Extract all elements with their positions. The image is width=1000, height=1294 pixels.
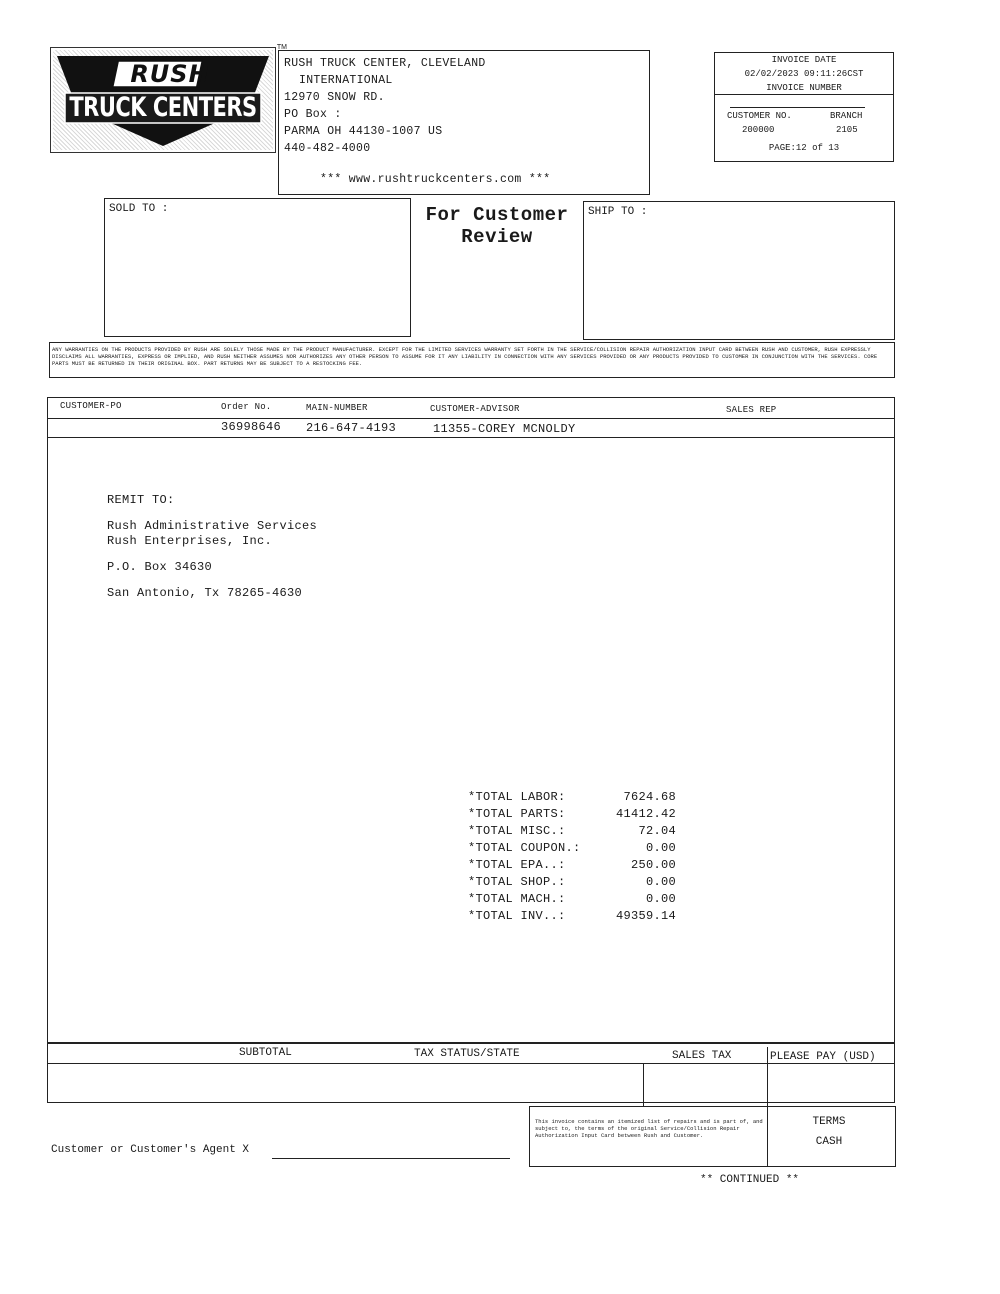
dealer-street: 12970 SNOW RD.: [284, 91, 385, 104]
dealer-website: *** www.rushtruckcenters.com ***: [320, 173, 551, 186]
invoice-date-value: 02/02/2023 09:11:26CST: [744, 69, 864, 79]
please-pay-header: PLEASE PAY (USD): [770, 1051, 876, 1063]
branch-value: 2105: [836, 125, 858, 135]
page-indicator: PAGE:12 of 13: [768, 143, 840, 153]
remit-line-3: P.O. Box 34630: [107, 560, 213, 574]
order-no-header: Order No.: [221, 402, 272, 412]
customer-no-label: CUSTOMER NO.: [727, 111, 792, 121]
for-customer-review-stamp: [414, 204, 580, 248]
subtotal-header: SUBTOTAL: [239, 1047, 292, 1059]
total-coupon-value: 0.00: [645, 841, 676, 855]
invoice-date-label: INVOICE DATE: [771, 55, 837, 65]
main-number-header: MAIN-NUMBER: [306, 403, 368, 413]
total-misc-label: *TOTAL MISC.:: [468, 824, 566, 838]
dealer-po-box: PO Box :: [284, 108, 342, 121]
logo-truck-centers-text: TRUCK CENTERS: [69, 92, 257, 122]
total-shop-label: *TOTAL SHOP.:: [468, 875, 566, 889]
ship-to-label: SHIP TO :: [588, 206, 648, 218]
remit-line-2: Rush Enterprises, Inc.: [107, 534, 273, 548]
dealer-phone: 440-482-4000: [284, 142, 371, 155]
total-mach-value: 0.00: [645, 892, 676, 906]
customer-advisor-header: CUSTOMER-ADVISOR: [430, 404, 520, 414]
total-epa-value: 250.00: [630, 858, 676, 872]
branch-label: BRANCH: [830, 111, 863, 121]
remit-line-1: Rush Administrative Services: [107, 519, 318, 533]
customer-no-value: 200000: [742, 125, 775, 135]
sales-rep-header: SALES REP: [726, 405, 777, 415]
tax-status-header: TAX STATUS/STATE: [414, 1048, 520, 1060]
total-inv-label: *TOTAL INV..:: [468, 909, 566, 923]
remit-line-4: San Antonio, Tx 78265-4630: [107, 586, 303, 600]
total-mach-label: *TOTAL MACH.:: [468, 892, 566, 906]
main-number-value: 216-647-4193: [306, 421, 397, 435]
logo-rush-text: RUSH: [130, 60, 210, 88]
total-labor-value: 7624.68: [623, 790, 676, 804]
sold-to-label: SOLD TO :: [109, 203, 169, 215]
warranty-disclaimer: ANY WARRANTIES ON THE PRODUCTS PROVIDED BY RUSH ARE SOLELY THOSE MADE BY THE PRODUCT MANUFACTURER. EXCEPT FOR THE LIMITED SERVICES WARRANTY SET FORTH IN THE SERVICE/COLLISION REPAIR AUTHORIZATION INPUT CARD BETWEEN RUSH AND CUSTOMER, RUSH EXPRESSLY DISCLAIMS ALL WARRANTIES, EXPRESS OR IMPLIED, AND RUSH NEITHER ASSUMES NOR AUTHORIZES ANY OTHER PERSON TO ASSUME FOR IT ANY LIABILITY IN CONNECTION WITH ANY SERVICES PROVIDED OR ANY PRODUCTS PROVIDED TO CUSTOMER IN CONJUNCTION WITH THE SERVICES. CORE PARTS MUST BE RETURNED IN THEIR ORIGINAL BOX. PART RETURNS MAY BE SUBJECT TO A RESTOCKING FEE.: [52, 346, 878, 367]
sales-tax-header: SALES TAX: [672, 1050, 732, 1062]
dealer-name: RUSH TRUCK CENTER, CLEVELAND: [284, 57, 486, 70]
ship-to-box: [583, 201, 895, 340]
trademark-mark: TM: [276, 44, 287, 51]
customer-advisor-value: 11355-COREY MCNOLDY: [433, 422, 576, 436]
total-parts-value: 41412.42: [615, 807, 676, 821]
continued-indicator: ** CONTINUED **: [700, 1174, 800, 1186]
total-shop-value: 0.00: [645, 875, 676, 889]
total-coupon-label: *TOTAL COUPON.:: [468, 841, 581, 855]
total-labor-label: *TOTAL LABOR:: [468, 790, 566, 804]
signature-line[interactable]: [272, 1158, 510, 1159]
total-misc-value: 72.04: [638, 824, 676, 838]
total-inv-value: 49359.14: [615, 909, 676, 923]
signature-label: Customer or Customer's Agent X: [51, 1144, 250, 1156]
order-no-value: 36998646: [221, 420, 282, 434]
invoice-number-label: INVOICE NUMBER: [766, 83, 842, 93]
sold-to-box: [104, 198, 411, 337]
terms-value: CASH: [815, 1136, 843, 1148]
rush-logo: [50, 44, 287, 153]
dealer-line2: INTERNATIONAL: [299, 74, 393, 87]
dealer-city: PARMA OH 44130-1007 US: [284, 125, 443, 138]
review-line-2: Review: [461, 226, 533, 248]
terms-label: TERMS: [812, 1116, 846, 1128]
total-parts-label: *TOTAL PARTS:: [468, 807, 566, 821]
invoice-notice: This invoice contains an itemized list of repairs and is part of, and subject to, the terms of the original Service/Collision Repair Authorization Input Card between Rush and Customer.: [535, 1118, 763, 1139]
customer-po-header: CUSTOMER-PO: [60, 401, 122, 411]
review-line-1: For Customer: [425, 204, 569, 226]
remit-to-label: REMIT TO:: [107, 493, 175, 507]
total-epa-label: *TOTAL EPA..:: [468, 858, 566, 872]
